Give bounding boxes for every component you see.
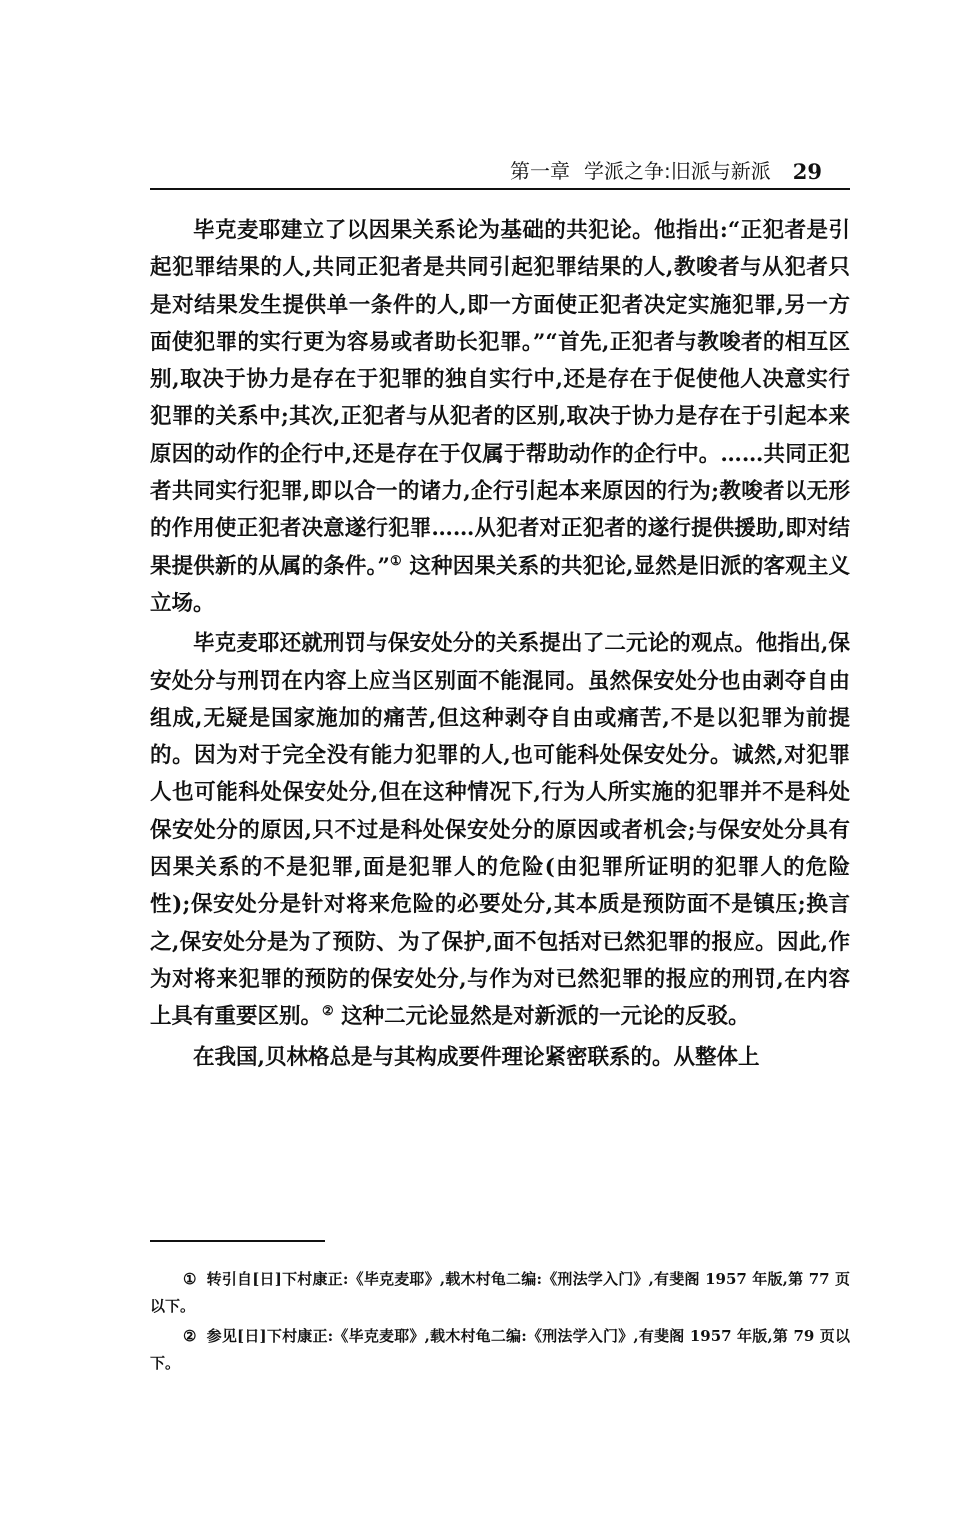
paragraph-text: 毕克麦耶还就刑罚与保安处分的关系提出了二元论的观点。他指出,保安处分与刑罚在内容上应当区别面不能混同。虽然保安处分也由剥夺自由组成,无疑是国家施加的痛苦,但这种剥夺自由或痛苦,不是以犯罪为前提的。因为对于完全没有能力犯罪的人,也可能科处保安处分。诚然,对犯罪人也可能科处保安处分,但在这种情况下,行为人所实施的犯罪并不是科处保安处分的原因,只不过是科处保安处分的原因或者机会;与保安处分具有因果关系的不是犯罪,面是犯罪人的危险(由犯罪所证明的犯罪人的危险性);保安处分是针对将来危险的必要处分,其本质是预防面不是镇压;换言之,保安处分是为了预防、为了保护,面不包括对已然犯罪的报应。因此,作为对将来犯罪的预防的保安处分,与作为对已然犯罪的报应的刑罚,在内容上具有重要区别。 — [150, 631, 850, 1030]
paragraph — [150, 625, 850, 1035]
paragraph-text: 毕克麦耶建立了以因果关系论为基础的共犯论。他指出:“正犯者是引起犯罪结果的人,共同正犯者是共同引起犯罪结果的人,教唆者与从犯者只是对结果发生提供单一条件的人,即一方面使正犯者决定实施犯罪,另一方面使犯罪的实行更为容易或者助长犯罪。”“首先,正犯者与教唆者的相互区别,取决于协力是存在于犯罪的独自实行中,还是存在于促使他人决意实行犯罪的关系中;其次,正犯者与从犯者的区别,取决于协力是存在于引起本来原因的动作的企行中,还是存在于仅属于帮助动作的企行中。……共同正犯者共同实行犯罪,即以合一的诸力,企行引起本来原因的行为;教唆者以无形的作用使正犯者决意遂行犯罪……从犯者对正犯者的遂行提供援助,即对结果提供新的从属的条件。” — [150, 218, 850, 579]
paragraph — [150, 1039, 850, 1076]
footnote-ref: ② — [322, 1004, 334, 1020]
chapter-label: 第一章 — [510, 159, 571, 183]
footnote-mark: ① — [183, 1270, 197, 1288]
chapter-title: 学派之争:旧派与新派 — [584, 159, 771, 183]
footnotes — [150, 1266, 850, 1380]
footnote-mark: ② — [183, 1327, 197, 1345]
paragraph-tail: 这种二元论显然是对新派的一元论的反驳。 — [333, 1004, 750, 1030]
page-number: 29 — [792, 159, 822, 184]
footnote-ref: ① — [389, 553, 402, 569]
paragraph-text: 在我国,贝林格总是与其构成要件理论紧密联系的。从整体上 — [193, 1044, 760, 1070]
footnote — [150, 1323, 850, 1377]
footnote-divider — [150, 1240, 325, 1242]
running-header — [150, 156, 850, 190]
paragraph-tail: 这种因果关系的共犯论,显然是旧派的客观主义立场。 — [150, 553, 850, 616]
body-text — [150, 212, 850, 1079]
footnote-text: 参见[日]下村康正:《毕克麦耶》,载木村龟二编:《刑法学入门》,有斐阁 1957 年版,第 79 页以下。 — [150, 1327, 850, 1372]
footnote-text: 转引自[日]下村康正:《毕克麦耶》,载木村龟二编:《刑法学入门》,有斐阁 1957 年版,第 77 页以下。 — [150, 1270, 850, 1315]
footnote — [150, 1266, 850, 1320]
paragraph — [150, 212, 850, 622]
